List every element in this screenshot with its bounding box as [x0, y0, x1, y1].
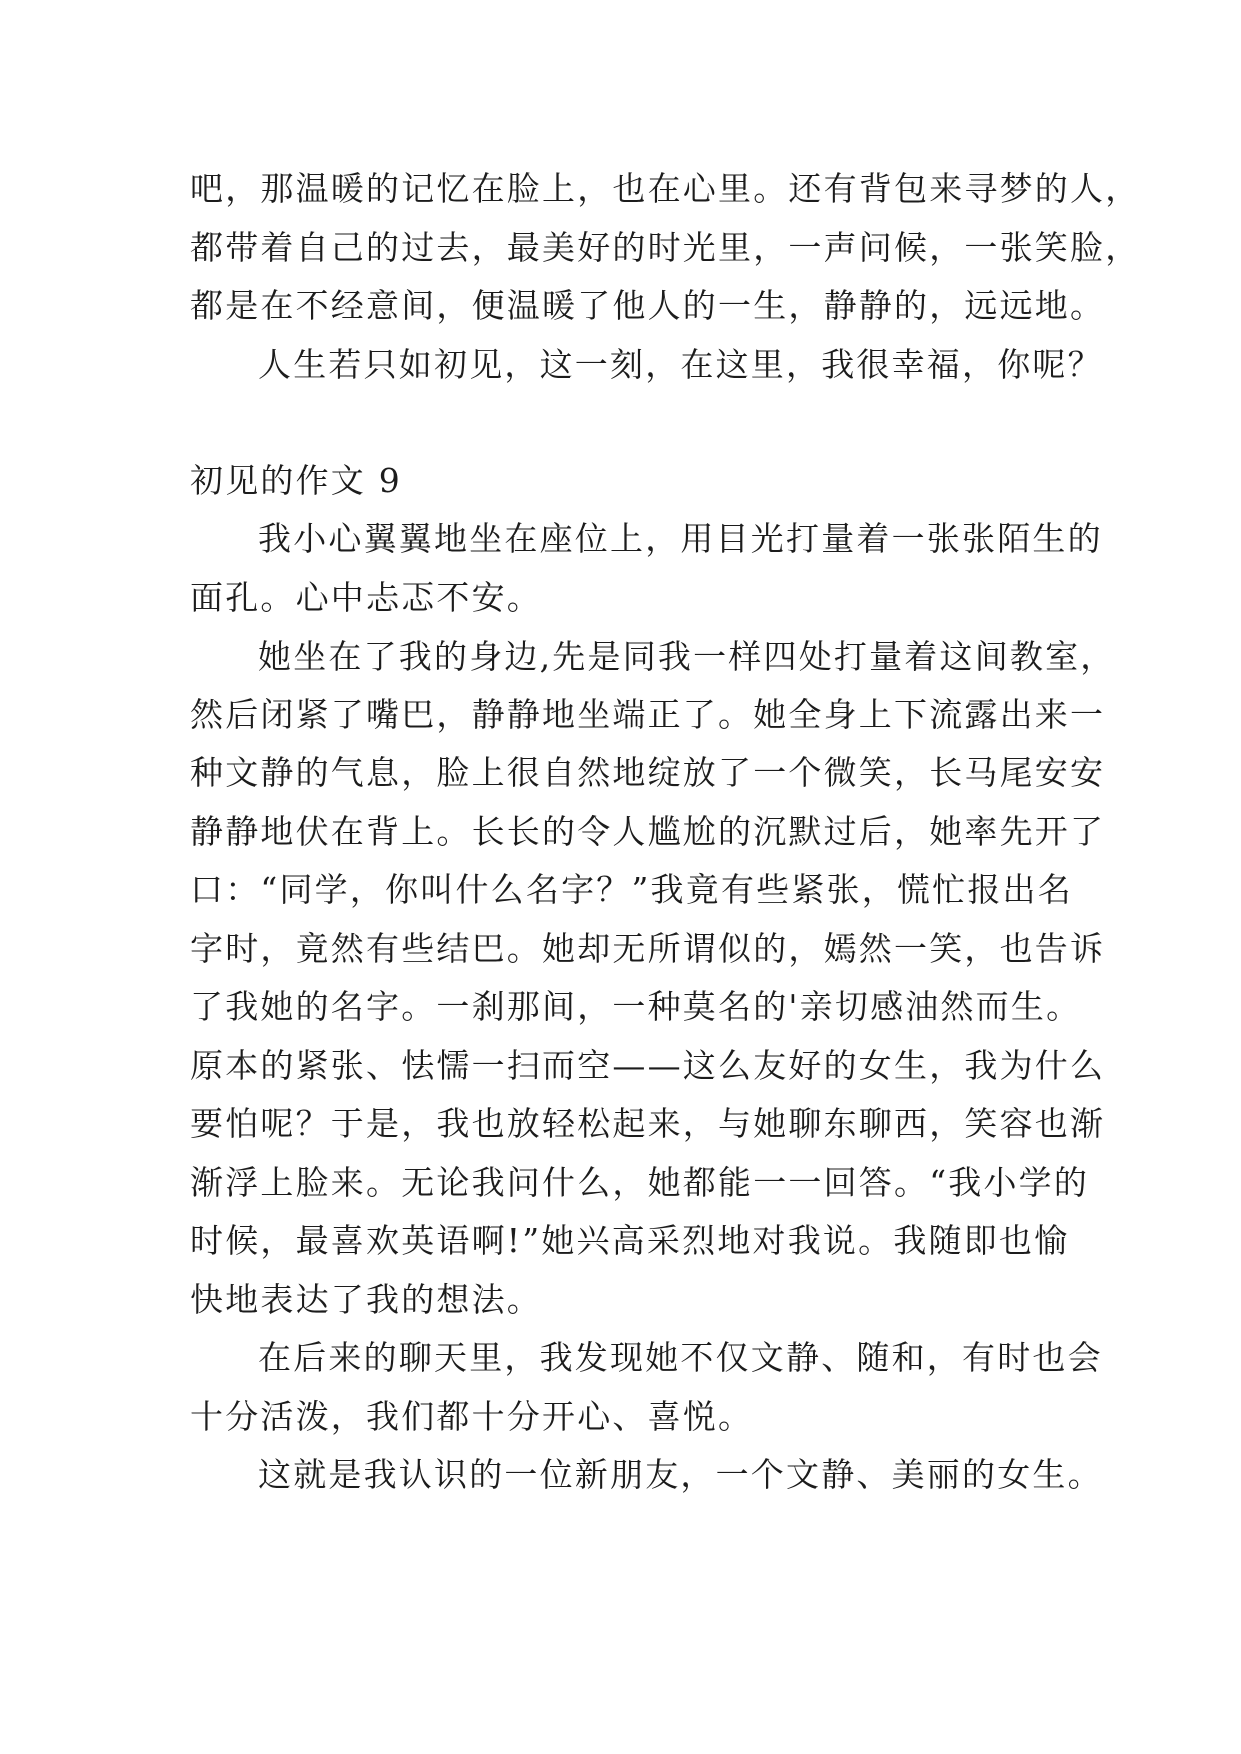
paragraph-line: 了我她的名字。一刹那间，一种莫名的'亲切感油然而生。 — [190, 987, 1082, 1026]
paragraph-line: 口：“同学，你叫什么名字？”我竟有些紧张，慌忙报出名 — [190, 870, 1073, 909]
paragraph-line: 种文静的气息，脸上很自然地绽放了一个微笑，长马尾安安 — [190, 753, 1106, 792]
paragraph-line: 都带着自己的过去，最美好的时光里，一声问候，一张笑脸， — [190, 228, 1141, 267]
paragraph-line: 面孔。心中忐忑不安。 — [190, 578, 542, 617]
paragraph-line: 这就是我认识的一位新朋友，一个文静、美丽的女生。 — [258, 1455, 1103, 1494]
paragraph-line: 原本的紧张、怯懦一扫而空——这么友好的女生，我为什么 — [190, 1046, 1106, 1085]
paragraph-line: 静静地伏在背上。长长的令人尴尬的沉默过后，她率先开了 — [190, 812, 1106, 851]
paragraph-line: 快地表达了我的想法。 — [190, 1280, 542, 1319]
paragraph-line: 渐浮上脸来。无论我问什么，她都能一一回答。“我小学的 — [190, 1163, 1090, 1202]
paragraph-line: 我小心翼翼地坐在座位上，用目光打量着一张张陌生的 — [258, 519, 1103, 558]
paragraph-line: 都是在不经意间，便温暖了他人的一生，静静的，远远地。 — [190, 286, 1106, 325]
paragraph-line: 然后闭紧了嘴巴，静静地坐端正了。她全身上下流露出来一 — [190, 695, 1106, 734]
paragraph-line: 字时，竟然有些结巴。她却无所谓似的，嫣然一笑，也告诉 — [190, 929, 1106, 968]
paragraph-line: 她坐在了我的身边,先是同我一样四处打量着这间教室， — [258, 637, 1116, 676]
paragraph-line: 十分活泼，我们都十分开心、喜悦。 — [190, 1397, 754, 1436]
paragraph-line: 吧，那温暖的记忆在脸上，也在心里。还有背包来寻梦的人， — [190, 169, 1141, 208]
paragraph-line: 人生若只如初见，这一刻，在这里，我很幸福，你呢？ — [258, 345, 1103, 384]
paragraph-line: 时候，最喜欢英语啊!”她兴高采烈地对我说。我随即也愉 — [190, 1221, 1070, 1260]
section-heading: 初见的作文 9 — [190, 461, 402, 500]
paragraph-line: 在后来的聊天里，我发现她不仅文静、随和，有时也会 — [258, 1338, 1103, 1377]
paragraph-line: 要怕呢？于是，我也放轻松起来，与她聊东聊西，笑容也渐 — [190, 1104, 1106, 1143]
